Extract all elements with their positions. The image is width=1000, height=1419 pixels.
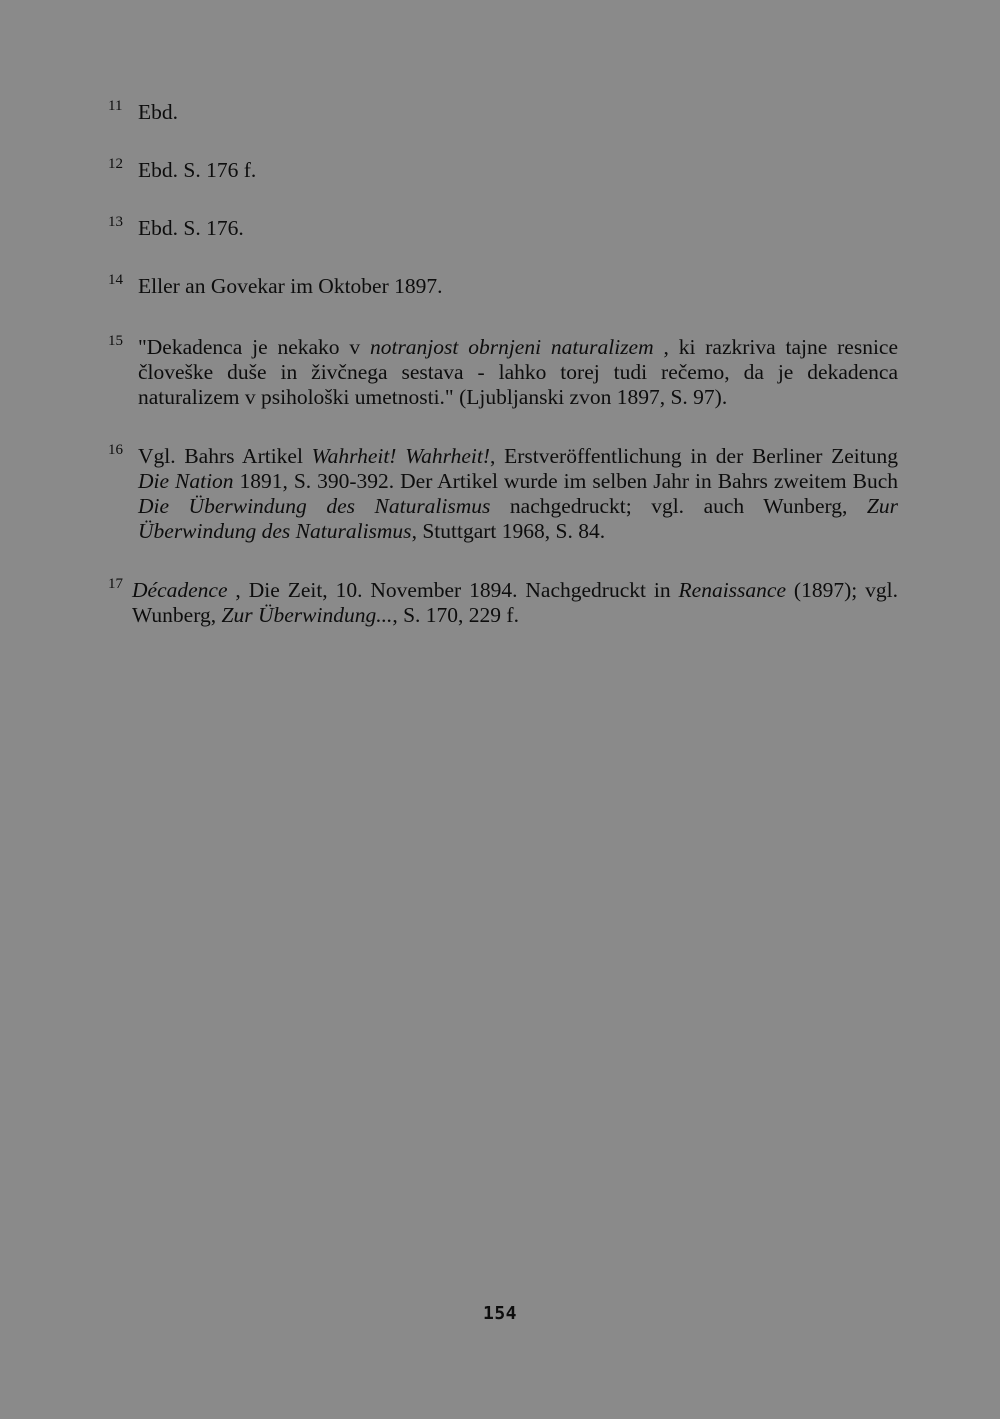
footnote-number: 13 [108, 214, 123, 230]
page-number: 154 [482, 1303, 517, 1324]
footnote-text-italic: Die Nation [138, 469, 234, 493]
footnote-14 [108, 274, 898, 299]
footnote-17 [108, 578, 898, 628]
footnote-text-italic: notranjost obrnjeni naturalizem [369, 335, 654, 359]
footnote-number: 17 [108, 576, 123, 592]
footnote-number: 11 [108, 98, 123, 114]
footnote-text-segment: nachgedruckt; vgl. auch Wunberg, [490, 494, 867, 518]
footnote-12 [108, 158, 898, 183]
footnote-15 [108, 335, 898, 410]
footnote-text [138, 335, 898, 410]
footnote-text-segment: Vgl. Bahrs Artikel [138, 444, 312, 468]
footnote-number: 16 [108, 442, 123, 458]
footnote-text-segment: (1897); vgl. Wunberg, [132, 578, 898, 627]
footnote-text [132, 578, 898, 628]
footnote-text [138, 274, 898, 299]
footnote-number: 12 [108, 156, 123, 172]
footnote-text-segment: Eller an Govekar im Oktober 1897. [138, 274, 443, 298]
footnote-text-italic: Zur Überwindung des Naturalismus [138, 494, 898, 543]
footnote-text-italic: Die Überwindung des Naturalismus [138, 494, 491, 518]
footnotes-list [108, 100, 898, 628]
footnote-text-italic: Décadence [132, 578, 228, 602]
footnote-text-italic: Wahrheit! Wahrheit! [311, 444, 491, 468]
footnote-text-segment: "Dekadenca je nekako v [138, 335, 370, 359]
footnote-text-italic: Zur Überwindung... [221, 603, 393, 627]
footnote-text-segment: Ebd. S. 176 f. [138, 158, 257, 182]
footnote-text [138, 444, 898, 544]
footnote-text [138, 158, 898, 183]
footnote-13 [108, 216, 898, 241]
footnote-text-segment: , Erstveröffentlichung in der Berliner Zeitung [490, 444, 898, 468]
footnote-text-segment: 1891, S. 390-392. Der Artikel wurde im selben Jahr in Bahrs zweitem Buch [233, 469, 898, 493]
footnote-text-segment: Ebd. [138, 100, 179, 124]
footnote-text-segment: Ebd. S. 176. [138, 216, 244, 240]
footnote-number: 15 [108, 333, 123, 349]
footnote-11 [108, 100, 898, 125]
footnote-16 [108, 444, 898, 544]
footnote-number: 14 [108, 272, 123, 288]
footnote-text-segment: , ki razkriva tajne resnice človeške duše in živčnega sestava - lahko torej tudi rečemo, da je dekadenca naturalizem v psihološki umetnosti." (Ljubljanski zvon 1897, S. 97). [138, 335, 899, 409]
footnote-text-segment: , Stuttgart 1968, S. 84. [411, 519, 606, 543]
footnote-text-italic: Renaissance [678, 578, 786, 602]
footnote-text-segment: , S. 170, 229 f. [392, 603, 519, 627]
footnote-text-segment: , Die Zeit, 10. November 1894. Nachgedruckt in [227, 578, 679, 602]
footnote-text [138, 100, 898, 125]
footnote-text [138, 216, 898, 241]
